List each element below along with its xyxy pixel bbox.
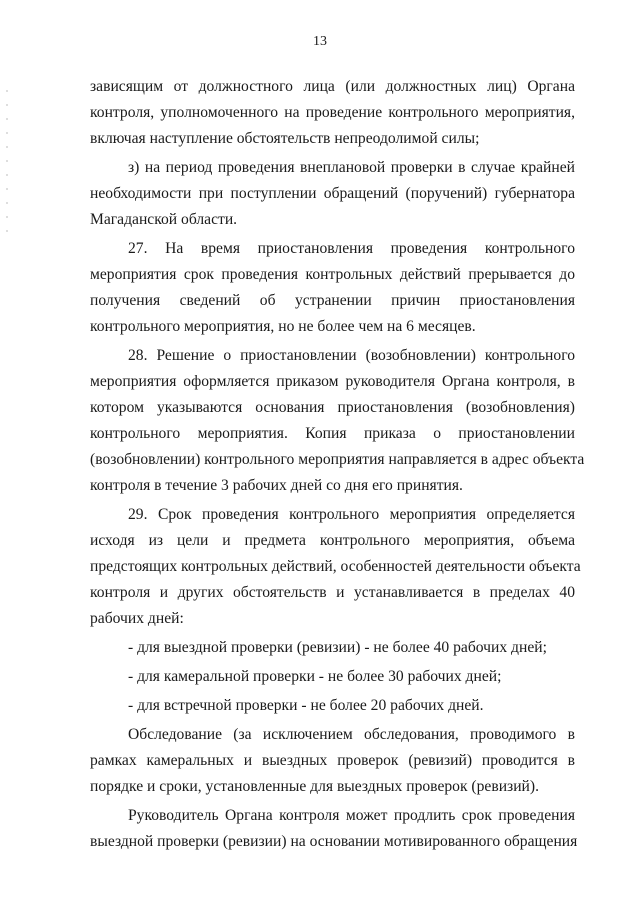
text-line: контроля в течение 3 рабочих дней со дня его принятия. xyxy=(90,477,463,494)
text-line: Магаданской области. xyxy=(90,211,238,228)
paragraph xyxy=(90,74,575,152)
paragraph xyxy=(90,693,575,719)
text-line: порядке и сроки, установленные для выездных проверок (ревизий). xyxy=(90,778,539,795)
text-line: - для встречной проверки - не более 20 рабочих дней. xyxy=(128,697,484,714)
text-line: Обследование (за исключением обследования, проводимого в xyxy=(128,726,575,743)
text-line: необходимости при поступлении обращений (поручений) губернатора xyxy=(90,185,575,202)
text-line: исходя из цели и предмета контрольного мероприятия, объема xyxy=(90,532,575,549)
paragraph xyxy=(90,664,575,690)
paragraph xyxy=(90,722,575,800)
text-line: контрольного мероприятия, но не более чем на 6 месяцев. xyxy=(90,318,476,335)
paragraph xyxy=(90,502,581,632)
text-line: - для выездной проверки (ревизии) - не более 40 рабочих дней; xyxy=(128,639,547,656)
text-line: зависящим от должностного лица (или должностных лиц) Органа xyxy=(90,78,575,95)
paragraph xyxy=(90,155,575,233)
text-line: предстоящих контрольных действий, особенностей деятельности объекта xyxy=(90,558,581,575)
page-number: 13 xyxy=(313,34,327,49)
text-line: 27. На время приостановления проведения контрольного xyxy=(128,240,575,257)
document-body xyxy=(90,74,585,855)
text-line: рамках камеральных и выездных проверок (ревизий) проводится в xyxy=(90,752,575,769)
paragraph xyxy=(90,635,575,661)
text-line: мероприятия срок проведения контрольных действий прерывается до xyxy=(90,266,575,283)
paragraph xyxy=(90,343,585,499)
text-line: мероприятия оформляется приказом руководителя Органа контроля, в xyxy=(90,373,575,390)
text-line: контроля и других обстоятельств и устанавливается в пределах 40 xyxy=(90,584,575,601)
text-line: Руководитель Органа контроля может продлить срок проведения xyxy=(128,807,575,824)
text-line: контрольного мероприятия. Копия приказа о приостановлении xyxy=(90,425,575,442)
text-line: з) на период проведения внеплановой проверки в случае крайней xyxy=(128,159,575,176)
text-line: контроля, уполномоченного на проведение контрольного мероприятия, xyxy=(90,104,575,121)
text-line: котором указываются основания приостановления (возобновления) xyxy=(90,399,575,416)
paragraph xyxy=(90,236,575,340)
paragraph xyxy=(90,803,578,855)
text-line: выездной проверки (ревизии) на основании мотивированного обращения xyxy=(90,833,578,850)
scan-edge-marks xyxy=(6,90,8,240)
text-line: получения сведений об устранении причин приостановления xyxy=(90,292,575,309)
text-line: 28. Решение о приостановлении (возобновлении) контрольного xyxy=(128,347,575,364)
text-line: включая наступление обстоятельств непреодолимой силы; xyxy=(90,130,480,147)
text-line: рабочих дней: xyxy=(90,610,184,627)
text-line: - для камеральной проверки - не более 30 рабочих дней; xyxy=(128,668,502,685)
text-line: 29. Срок проведения контрольного мероприятия определяется xyxy=(128,506,575,523)
text-line: (возобновлении) контрольного мероприятия направляется в адрес объекта xyxy=(90,451,585,468)
